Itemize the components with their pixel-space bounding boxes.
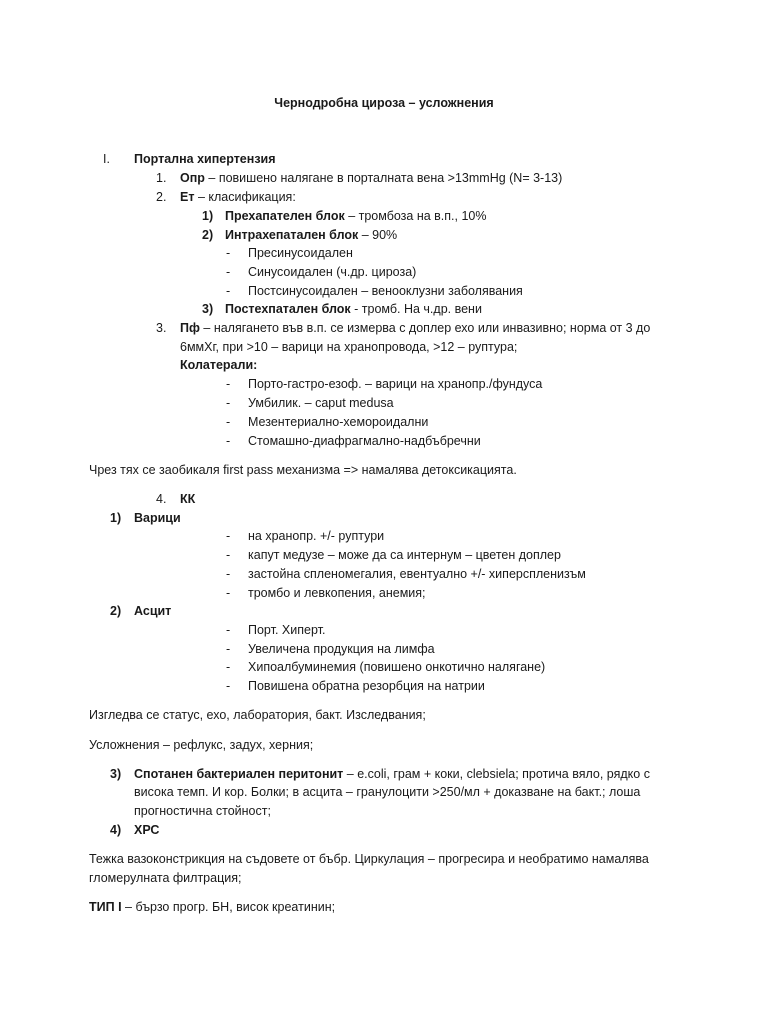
list-item: Порто-гастро-езоф. – варици на хранопр./фундуса bbox=[248, 377, 543, 391]
paragraph: Изгледва се статус, ехо, лаборатория, бакт. Изследвания; bbox=[89, 708, 426, 722]
list-item-cont: 6ммХг, при >10 – варици на хранопровода, >12 – руптура; bbox=[180, 340, 518, 354]
bullet: - bbox=[226, 415, 231, 429]
bullet: - bbox=[226, 623, 231, 637]
list-item: Постсинусоидален – венооклузни заболявания bbox=[248, 284, 523, 298]
list-num: 3. bbox=[156, 321, 167, 335]
bullet: - bbox=[226, 265, 231, 279]
list-item: Варици bbox=[134, 511, 181, 525]
list-num: 1) bbox=[202, 209, 214, 223]
bullet: - bbox=[226, 660, 231, 674]
list-item: Асцит bbox=[134, 604, 172, 618]
list-item-cont: висока темп. И кор. Болки; в асцита – гранулоцити >250/мл + доказване на бакт.; лоша bbox=[134, 785, 641, 799]
list-num: 1. bbox=[156, 171, 167, 185]
section-heading: Портална хипертензия bbox=[134, 152, 276, 166]
list-num: 4) bbox=[110, 823, 122, 837]
list-item: тромбо и левкопения, анемия; bbox=[248, 586, 426, 600]
list-item: Прехапателен блок – тромбоза на в.п., 10% bbox=[225, 209, 487, 223]
list-item: Спотанен бактериален перитонит – e.coli, грам + коки, clebsiela; протича вяло, рядко с bbox=[134, 767, 650, 781]
list-item: Мезентериално-хемороидални bbox=[248, 415, 429, 429]
list-num: 2. bbox=[156, 190, 167, 204]
list-item: Хипоалбуминемия (повишено онкотично налягане) bbox=[248, 660, 546, 674]
bullet: - bbox=[226, 284, 231, 298]
paragraph: Тежка вазоконстрикция на съдовете от бъбр. Циркулация – прогресира и необратимо намалява bbox=[89, 852, 649, 866]
list-num: 3) bbox=[110, 767, 122, 781]
list-item: Стомашно-диафрагмално-надбъбречни bbox=[248, 434, 481, 448]
list-item: Интрахепатален блок – 90% bbox=[225, 228, 398, 242]
collaterals-label: Колатерали: bbox=[180, 358, 258, 372]
bullet: - bbox=[226, 246, 231, 260]
bullet: - bbox=[226, 586, 231, 600]
list-item: Постехпатален блок - тромб. На ч.др. вени bbox=[225, 302, 482, 316]
list-item: Пресинусоидален bbox=[248, 246, 353, 260]
bullet: - bbox=[226, 679, 231, 693]
bullet: - bbox=[226, 396, 231, 410]
list-item: ХРС bbox=[134, 823, 160, 837]
bullet: - bbox=[226, 434, 231, 448]
list-item: Синусоидален (ч.др. цироза) bbox=[248, 265, 417, 279]
list-item: Повишена обратна резорбция на натрии bbox=[248, 679, 485, 693]
list-item: Опр – повишено налягане в порталната вена >13mmHg (N= 3-13) bbox=[180, 171, 563, 185]
paragraph: Усложнения – рефлукс, задух, херния; bbox=[89, 738, 314, 752]
page-title: Чернодробна цироза – усложнения bbox=[274, 96, 494, 110]
list-num: 1) bbox=[110, 511, 122, 525]
list-num: 3) bbox=[202, 302, 214, 316]
list-item: застойна спленомегалия, евентуално +/- хиперспленизъм bbox=[248, 567, 586, 581]
bullet: - bbox=[226, 642, 231, 656]
list-item: КК bbox=[180, 492, 196, 506]
section-marker: I. bbox=[103, 152, 110, 166]
list-item: Умбилик. – caput medusa bbox=[248, 396, 394, 410]
list-item: Пф – налягането във в.п. се измерва с доплер ехо или инвазивно; норма от 3 до bbox=[180, 321, 651, 335]
list-item: на хранопр. +/- руптури bbox=[248, 529, 385, 543]
list-num: 2) bbox=[110, 604, 122, 618]
bullet: - bbox=[226, 548, 231, 562]
list-item: капут медузе – може да са интернум – цветен доплер bbox=[248, 548, 561, 562]
list-item: Порт. Хиперт. bbox=[248, 623, 326, 637]
bullet: - bbox=[226, 529, 231, 543]
bullet: - bbox=[226, 377, 231, 391]
list-item: Увеличена продукция на лимфа bbox=[248, 642, 435, 656]
list-num: 4. bbox=[156, 492, 167, 506]
list-item: Ет – класификация: bbox=[180, 190, 296, 204]
list-num: 2) bbox=[202, 228, 214, 242]
paragraph: Чрез тях се заобикаля first pass механизма => намалява детоксикацията. bbox=[89, 463, 517, 477]
paragraph-cont: гломерулната филтрация; bbox=[89, 871, 242, 885]
list-item-cont: прогностична стойност; bbox=[134, 804, 271, 818]
bullet: - bbox=[226, 567, 231, 581]
paragraph: ТИП I – бързо прогр. БН, висок креатинин; bbox=[89, 900, 336, 914]
